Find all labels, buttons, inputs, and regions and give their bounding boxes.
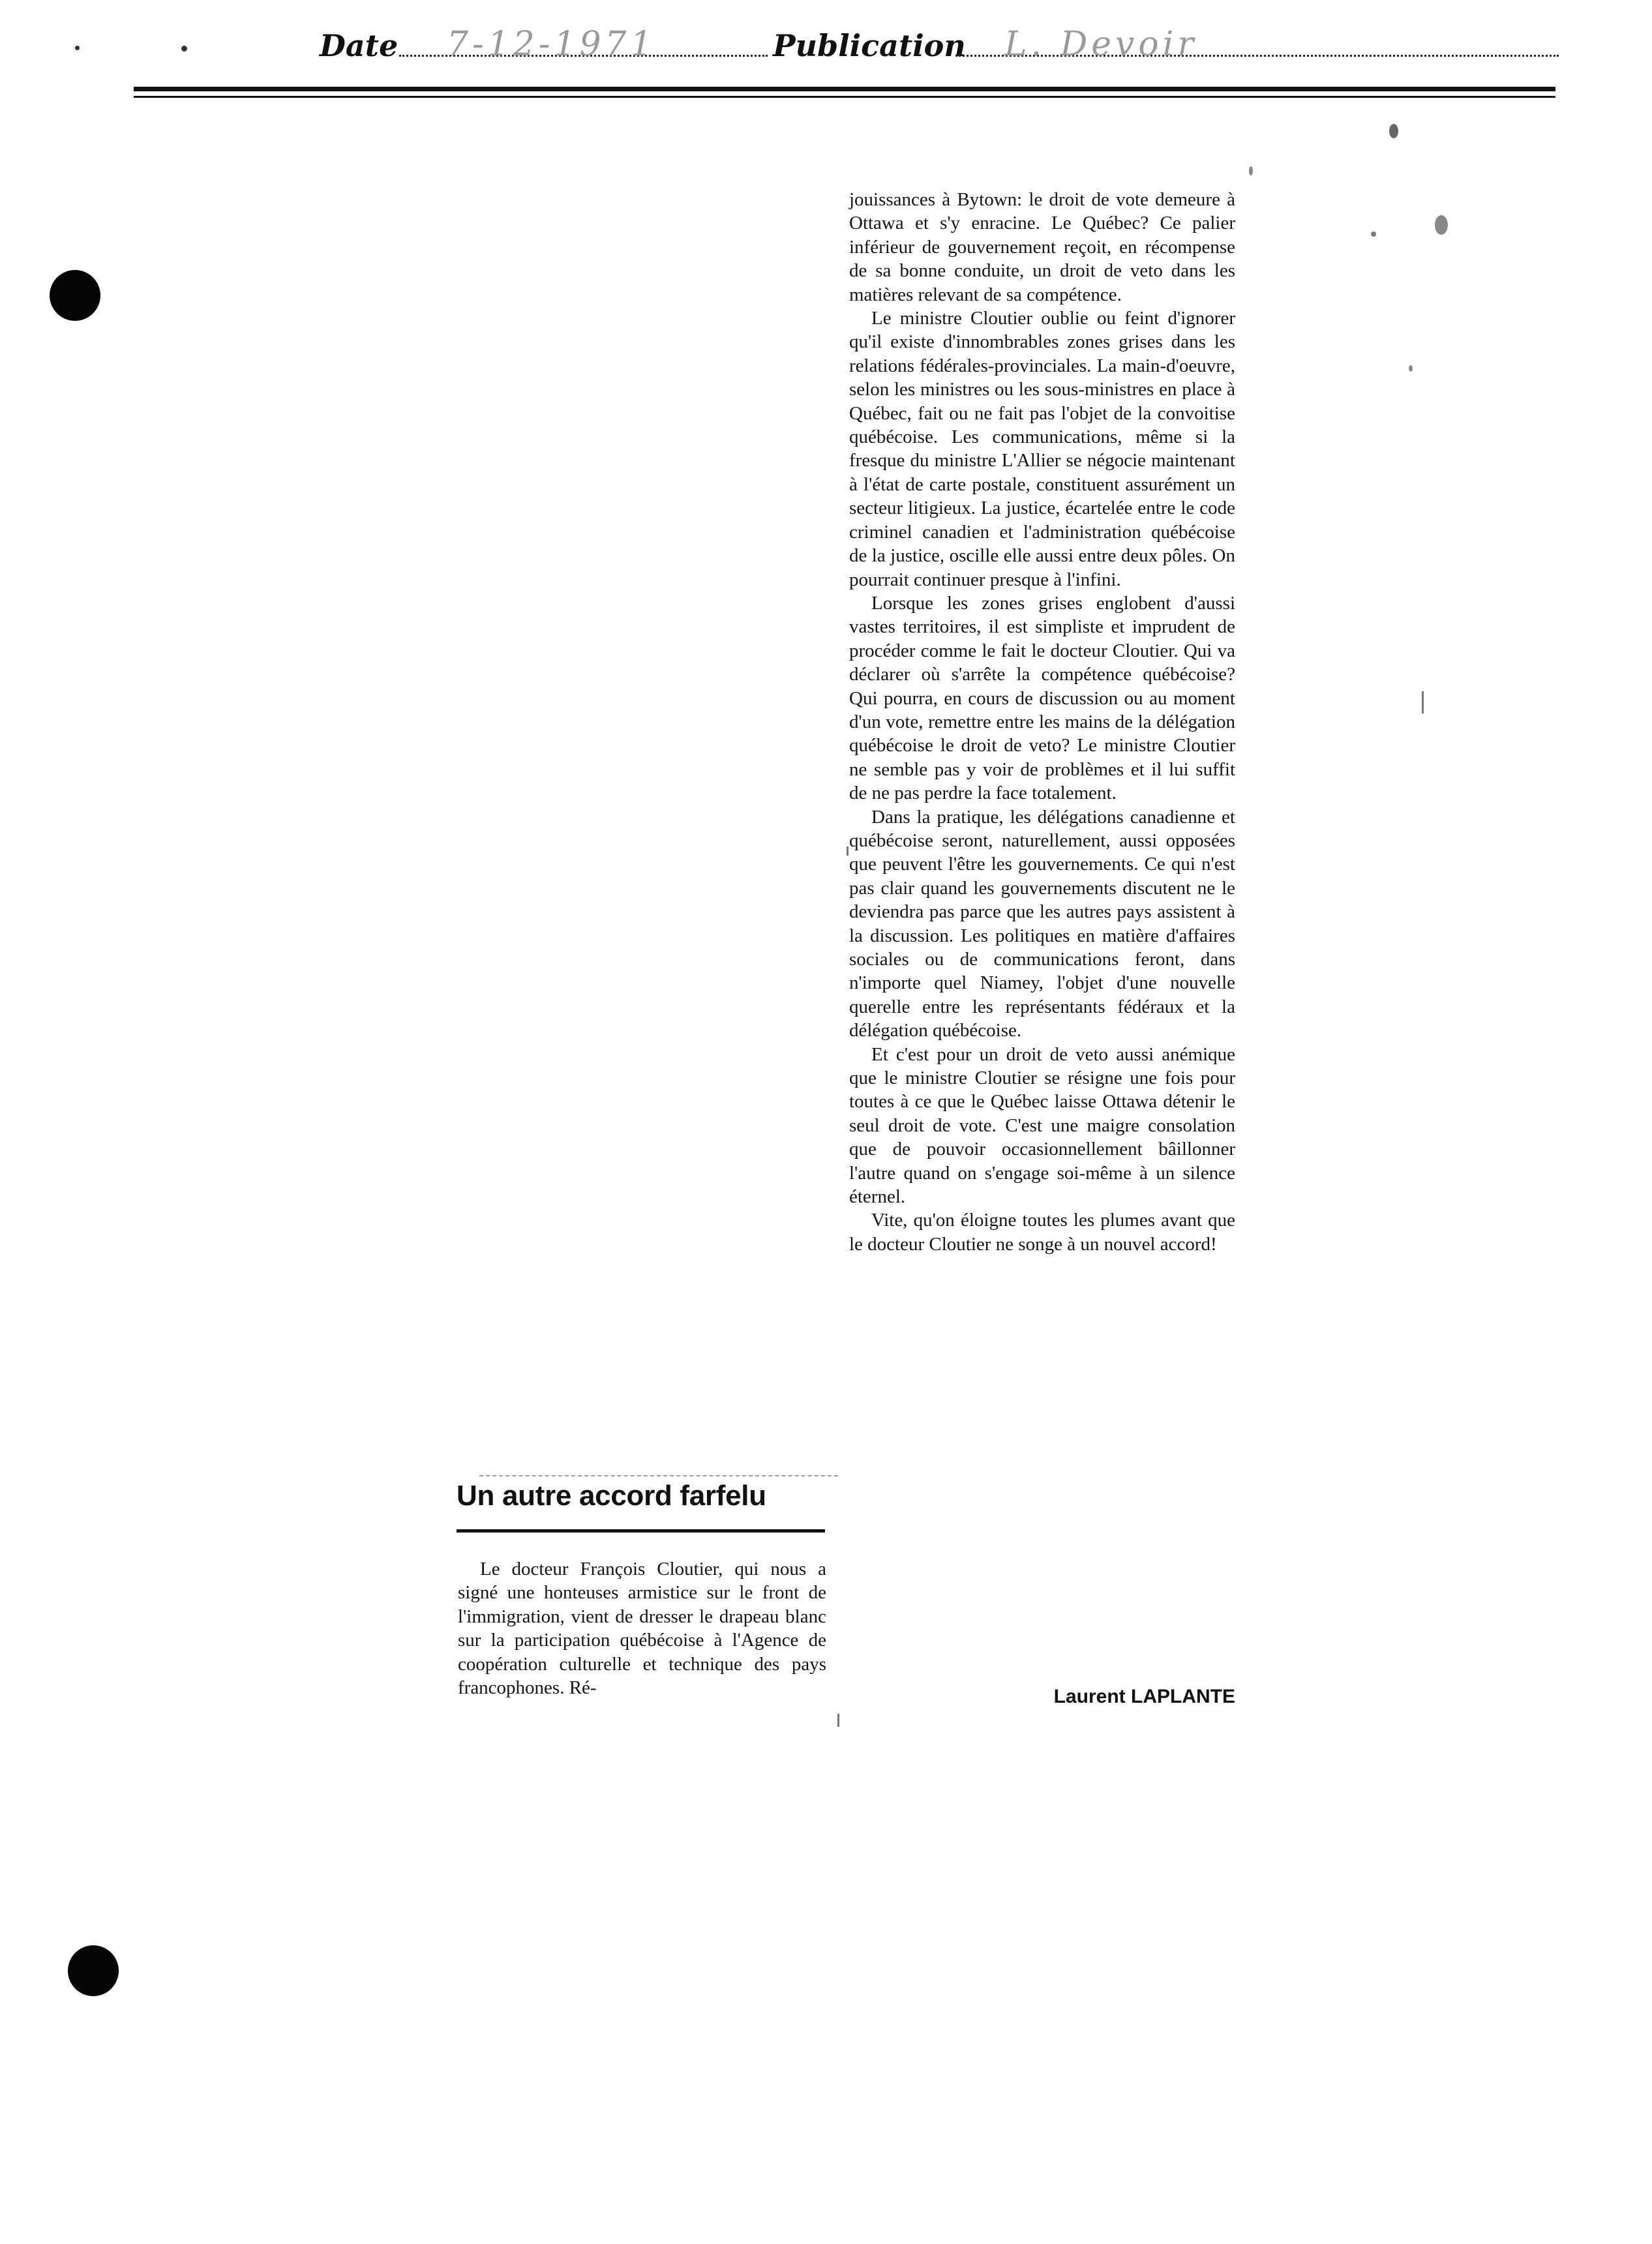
- scan-mark: [837, 1714, 839, 1727]
- punch-hole-top: [50, 270, 100, 321]
- clipping-header: [320, 26, 1559, 65]
- article-paragraph: Et c'est pour un droit de veto aussi anémique que le ministre Cloutier se résigne une fois pour toutes à ce que le Québec laisse Ottawa détenir le seul droit de vote. C'est une maigre consolation que de pouvoir occasionnellement bâillonner l'autre quand on s'engage soi-même à un silence éternel.: [849, 1043, 1235, 1208]
- article-paragraph: Vite, qu'on éloigne toutes les plumes avant que le docteur Cloutier ne songe à un nouvel accord!: [849, 1210, 1235, 1255]
- header-rule-thin: [134, 96, 1555, 98]
- publication-handwritten-value: L. Devoir: [1004, 25, 1198, 64]
- scan-speck: [75, 46, 80, 50]
- scan-speck: [1389, 124, 1398, 138]
- date-handwritten-value: 7-12-1971: [447, 25, 656, 64]
- scan-mark: [847, 846, 849, 856]
- scan-speck: [1371, 232, 1376, 237]
- article-paragraph: jouissances à Bytown: le droit de vote demeure à Ottawa et s'y enracine. Le Québec? Ce palier inférieur de gouvernement reçoit, en récompense de sa bonne conduite, un droit de veto dans les matières relevant de sa compétence.: [849, 189, 1235, 305]
- article-column-left: [458, 1557, 826, 1699]
- article-author: Laurent LAPLANTE: [1053, 1686, 1235, 1707]
- article-headline: Un autre accord farfelu: [457, 1480, 766, 1512]
- publication-label: Publication: [773, 28, 966, 63]
- scan-mark: [1422, 691, 1424, 713]
- article-paragraph: Le ministre Cloutier oublie ou feint d'ignorer qu'il existe d'innombrables zones grises dans les relations fédérales-provinciales. La main-d'oeuvre, selon les ministres ou les sous-ministres en place à Québec, fait ou ne fait pas l'objet de la convoitise québécoise. Les communications, même si la fresque du ministre L'Allier se négocie maintenant à l'état de carte postale, constituent assurément un secteur litigieux. La justice, écartelée entre le code criminel canadien et l'administration québécoise de la justice, oscille elle aussi entre deux pôles. On pourrait continuer presque à l'infini.: [849, 308, 1235, 590]
- scan-speck: [1409, 365, 1413, 372]
- scan-speck: [1435, 215, 1448, 235]
- article-paragraph: Lorsque les zones grises englobent d'aussi vastes territoires, il est simpliste et imprudent de procéder comme le fait le docteur Cloutier. Qui va déclarer où s'arrête la compétence québécoise? Qui pourra, en cours de discussion ou au moment d'un vote, remettre entre les mains de la délégation québécoise le droit de veto? Le ministre Cloutier ne semble pas y voir de problèmes et il lui suffit de ne pas perdre la face totalement.: [849, 592, 1235, 804]
- headline-rule: [457, 1529, 825, 1533]
- header-rule-thick: [134, 87, 1555, 91]
- article-paragraph: Dans la pratique, les délégations canadienne et québécoise seront, naturellement, aussi opposées que peuvent l'être les gouvernements. Ce qui n'est pas clair quand les gouvernements discutent ne le deviendra pas parce que les autres pays assistent à la discussion. Les politiques en matière d'affaires sociales ou de communications feront, dans n'importe quel Niamey, l'objet d'une nouvelle querelle entre les représentants fédéraux et la délégation québécoise.: [849, 806, 1235, 1041]
- punch-hole-bottom: [68, 1945, 119, 1996]
- date-label: Date: [320, 28, 398, 63]
- article-column-right: [849, 188, 1235, 1256]
- article-paragraph: Le docteur François Cloutier, qui nous a signé une honteuses armistice sur le front de l'immigration, vient de dresser le drapeau blanc sur la participation québécoise à l'Agence de coopération culturelle et technique des pays francophones. Ré-: [458, 1559, 826, 1699]
- scan-speck: [1249, 166, 1253, 175]
- scan-speck: [181, 46, 187, 52]
